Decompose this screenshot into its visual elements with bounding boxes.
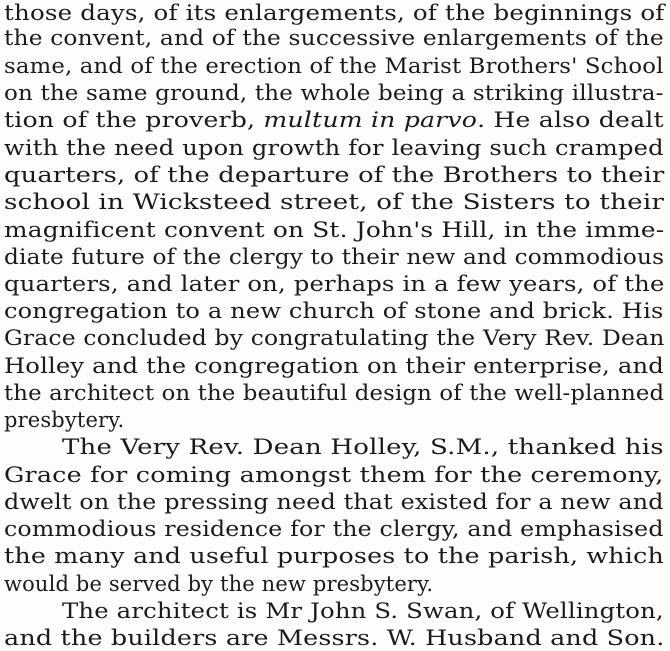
text-line-8: school in Wicksteed street, of the Sisters to their: [4, 190, 665, 214]
text-line-15: the architect on the beautiful design of the well-planned: [4, 381, 665, 405]
latin-phrase: multum in parvo: [263, 108, 478, 132]
text-line-13: Grace concluded by congratulating the Very Rev. Dean: [4, 326, 665, 350]
text-line-9: magnificent convent on St. John's Hill, in the imme-: [4, 218, 665, 242]
text-line-4: on the same ground, the whole being a striking illustra-: [4, 81, 664, 105]
text-line-7: quarters, of the departure of the Brothers to their: [4, 163, 665, 187]
text-line-3: same, and of the erection of the Marist Brothers' School: [4, 54, 664, 78]
text-line-14: Holley and the congregation on their enterprise, and: [4, 354, 664, 378]
paragraph-2-line-1: The Very Rev. Dean Holley, S.M., thanked his: [62, 435, 664, 459]
text-line-18: Grace for coming amongst them for the ceremony,: [4, 463, 664, 487]
text-line-12: congregation to a new church of stone and brick. His: [4, 299, 664, 323]
text-line-1: those days, of its enlargements, of the beginnings of: [4, 1, 665, 25]
text-line-10: diate future of the clergy to their new and commodious: [4, 245, 665, 269]
text-line-2: the convent, and of the successive enlargements of the: [4, 26, 664, 50]
text-line-16: presbytery.: [4, 408, 125, 432]
text-line-5: [4, 109, 664, 132]
text-line-22: would be served by the new presbytery.: [4, 572, 434, 596]
text-line-20: commodious residence for the clergy, and emphasised: [4, 517, 664, 541]
text-line-21: the many and useful purposes to the parish, which: [4, 544, 664, 568]
text-line-5-part-3: . He also dealt: [477, 108, 664, 132]
text-line-19: dwelt on the pressing need that existed for a new and: [4, 490, 664, 514]
text-line-6: with the need upon growth for leaving such cramped: [4, 136, 664, 160]
paragraph-3-line-1: The architect is Mr John S. Swan, of Wellington,: [62, 599, 664, 623]
text-line-24: and the builders are Messrs. W. Husband and Son.: [4, 626, 665, 650]
text-line-5-part-1: tion of the proverb,: [4, 108, 264, 132]
text-line-11: quarters, and later on, perhaps in a few years, of the: [4, 272, 665, 296]
